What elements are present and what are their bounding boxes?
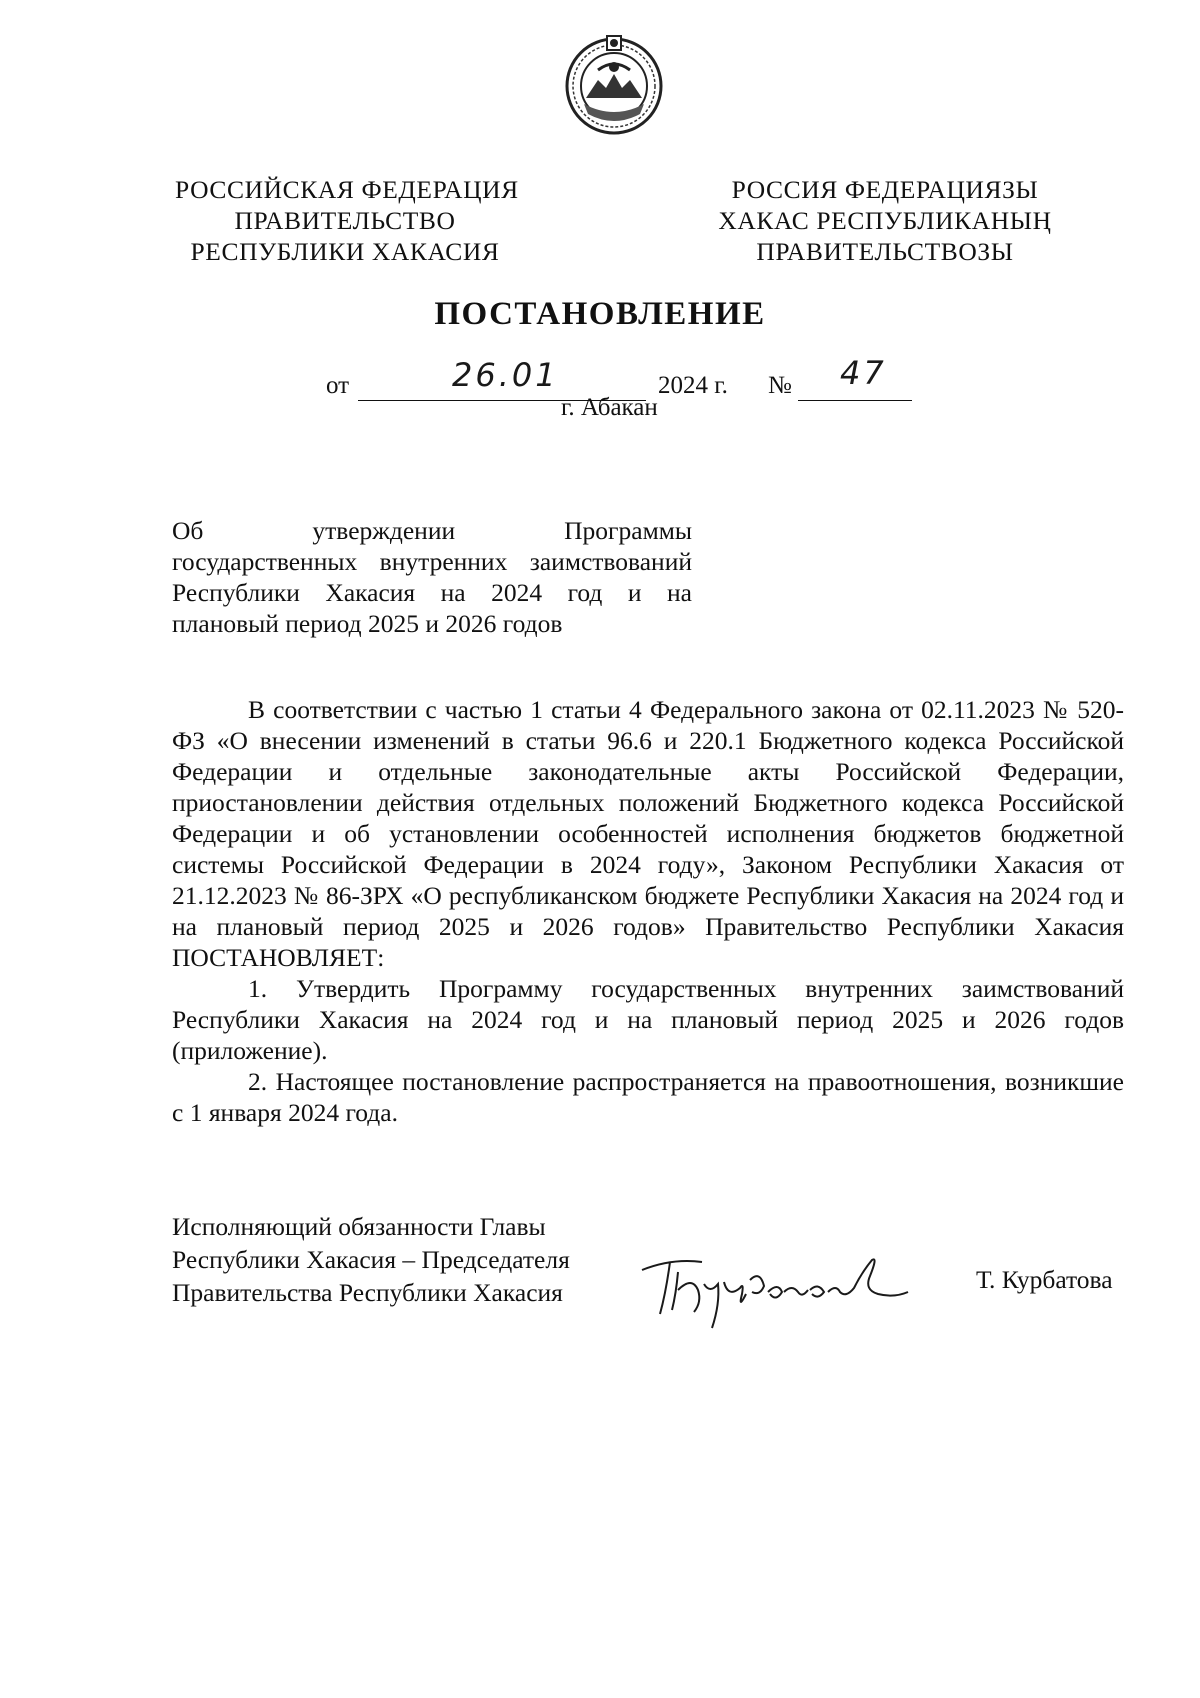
city: г. Абакан xyxy=(561,394,658,421)
item-2-paragraph: 2. Настоящее постановление распространяется на правоотношения, возникшие с 1 января 2024 года. xyxy=(172,1067,1124,1127)
subject-line: Республики Хакасия на 2024 год и на xyxy=(172,578,692,607)
position-line: Правительства Республики Хакасия xyxy=(172,1278,563,1307)
item-1-paragraph: 1. Утвердить Программу государственных внутренних заимствований Республики Хакасия на 2024 год и на плановый период 2025 и 2026 годов (приложение). xyxy=(172,974,1124,1065)
header-right-line: ХАКАС РЕСПУБЛИКАНЫҢ xyxy=(718,206,1052,235)
position-line: Исполняющий обязанности Главы xyxy=(172,1212,546,1241)
header-right-line: ПРАВИТЕЛЬСТВОЗЫ xyxy=(756,237,1014,266)
document-type-title: ПОСТАНОВЛЕНИЕ xyxy=(434,296,766,332)
preamble-paragraph: В соответствии с частью 1 статьи 4 Федерального закона от 02.11.2023 № 520-ФЗ «О внесении изменений в статьи 96.6 и 220.1 Бюджетного кодекса Российской Федерации и отдельные законодательные акты Российской Федерации, приостановлении действия отдельных положений Бюджетного кодекса Российской Федерации и об установлении особенностей исполнения бюджетов бюджетной системы Российской Федерации в 2024 году», Законом Республики Хакасия от 21.12.2023 № 86-ЗРХ «О республиканском бюджете Республики Хакасия на 2024 год и на плановый период 2025 и 2026 годов» Правительство Республики Хакасия ПОСТАНОВЛЯЕТ: xyxy=(172,695,1124,972)
number-label: № xyxy=(768,372,792,399)
signatory-position xyxy=(172,1210,570,1309)
from-label: от xyxy=(326,372,350,399)
subject-block xyxy=(172,515,692,639)
subject-line: плановый период 2025 и 2026 годов xyxy=(172,609,563,638)
header-left-russian xyxy=(175,174,519,267)
number-underline xyxy=(798,400,912,401)
body-text xyxy=(172,694,1124,1128)
handwritten-number: 47 xyxy=(840,354,887,392)
header-left-line: РОССИЙСКАЯ ФЕДЕРАЦИЯ xyxy=(175,175,519,204)
header-right-line: РОССИЯ ФЕДЕРАЦИЯЗЫ xyxy=(731,175,1039,204)
year-label: 2024 г. xyxy=(658,372,728,399)
subject-line: Об утверждении Программы xyxy=(172,516,692,545)
signatory-name: Т. Курбатова xyxy=(976,1265,1113,1294)
header-right-khakas xyxy=(715,174,1055,267)
handwritten-signature xyxy=(632,1232,922,1332)
subject-line: государственных внутренних заимствований xyxy=(172,547,692,576)
position-line: Республики Хакасия – Председателя xyxy=(172,1245,570,1274)
header-left-line: РЕСПУБЛИКИ ХАКАСИЯ xyxy=(190,237,500,266)
coat-of-arms-emblem xyxy=(562,30,666,138)
handwritten-date: 26.01 xyxy=(452,356,559,394)
header-left-line: ПРАВИТЕЛЬСТВО xyxy=(234,206,456,235)
